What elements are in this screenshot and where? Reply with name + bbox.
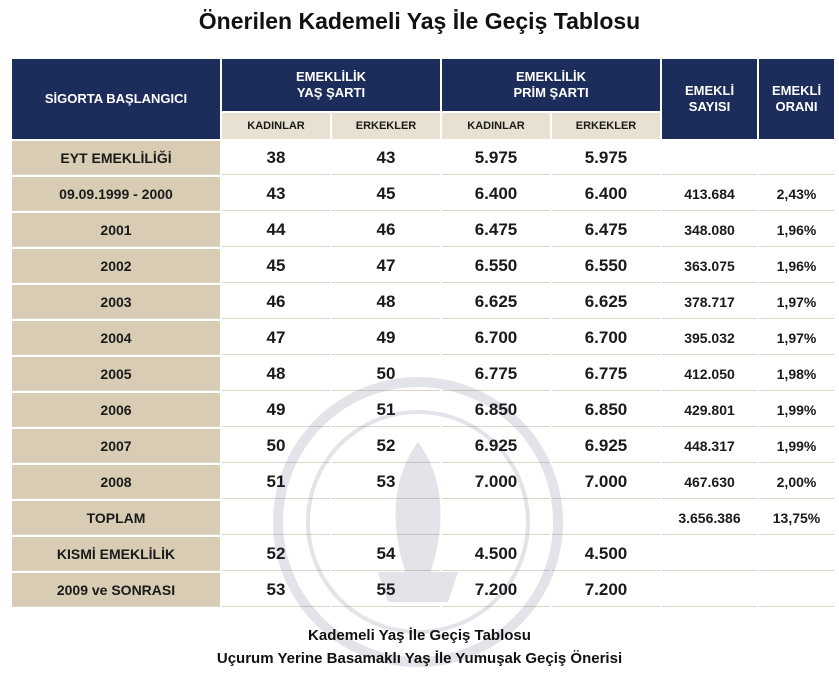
- age-men-cell: 43: [332, 141, 440, 175]
- age-women-cell: [222, 501, 330, 535]
- prim-women-cell: 6.775: [442, 357, 550, 391]
- prim-women-cell: 6.625: [442, 285, 550, 319]
- ratio-cell: [759, 141, 834, 175]
- ratio-cell: 13,75%: [759, 501, 834, 535]
- age-men-cell: 53: [332, 465, 440, 499]
- age-men-cell: 45: [332, 177, 440, 211]
- age-women-cell: 50: [222, 429, 330, 463]
- prim-men-cell: 6.775: [552, 357, 660, 391]
- header-prim-women: KADINLAR: [442, 113, 550, 139]
- age-women-cell: 38: [222, 141, 330, 175]
- table-row: [12, 537, 834, 571]
- count-cell: [662, 573, 757, 607]
- row-label: TOPLAM: [12, 501, 220, 535]
- count-cell: [662, 141, 757, 175]
- ratio-cell: [759, 573, 834, 607]
- age-women-cell: 44: [222, 213, 330, 247]
- row-label: 2005: [12, 357, 220, 391]
- prim-women-cell: 4.500: [442, 537, 550, 571]
- count-cell: 378.717: [662, 285, 757, 319]
- table-row: [12, 141, 834, 175]
- table-row: [12, 429, 834, 463]
- table-row: [12, 321, 834, 355]
- prim-women-cell: 7.000: [442, 465, 550, 499]
- table-row: [12, 573, 834, 607]
- table-row: [12, 249, 834, 283]
- transition-table: [10, 57, 836, 609]
- row-label: 2004: [12, 321, 220, 355]
- age-women-cell: 47: [222, 321, 330, 355]
- age-men-cell: 47: [332, 249, 440, 283]
- header-start: SİGORTA BAŞLANGICI: [12, 59, 220, 139]
- header-prim-group: EMEKLİLİK PRİM ŞARTI: [442, 59, 660, 111]
- header-ratio: EMEKLİ ORANI: [759, 59, 834, 139]
- prim-men-cell: 6.625: [552, 285, 660, 319]
- age-men-cell: 52: [332, 429, 440, 463]
- row-label: 09.09.1999 - 2000: [12, 177, 220, 211]
- ratio-cell: 1,97%: [759, 285, 834, 319]
- page-title: Önerilen Kademeli Yaş İle Geçiş Tablosu: [198, 8, 641, 34]
- ratio-cell: 1,99%: [759, 393, 834, 427]
- prim-women-cell: 6.850: [442, 393, 550, 427]
- age-women-cell: 45: [222, 249, 330, 283]
- age-men-cell: 54: [332, 537, 440, 571]
- header-age-women: KADINLAR: [222, 113, 330, 139]
- count-cell: 467.630: [662, 465, 757, 499]
- ratio-cell: 1,98%: [759, 357, 834, 391]
- prim-women-cell: 6.925: [442, 429, 550, 463]
- age-women-cell: 46: [222, 285, 330, 319]
- count-cell: 363.075: [662, 249, 757, 283]
- header-prim-men: ERKEKLER: [552, 113, 660, 139]
- row-label: 2007: [12, 429, 220, 463]
- age-women-cell: 48: [222, 357, 330, 391]
- header-age-men: ERKEKLER: [332, 113, 440, 139]
- ratio-cell: 1,96%: [759, 213, 834, 247]
- ratio-cell: 2,43%: [759, 177, 834, 211]
- row-label: 2006: [12, 393, 220, 427]
- table-row: [12, 177, 834, 211]
- prim-men-cell: 6.700: [552, 321, 660, 355]
- count-cell: 3.656.386: [662, 501, 757, 535]
- prim-men-cell: 7.200: [552, 573, 660, 607]
- age-women-cell: 43: [222, 177, 330, 211]
- count-cell: 412.050: [662, 357, 757, 391]
- prim-men-cell: 6.400: [552, 177, 660, 211]
- row-label: 2009 ve SONRASI: [12, 573, 220, 607]
- ratio-cell: [759, 537, 834, 571]
- prim-men-cell: 6.475: [552, 213, 660, 247]
- table-body: [12, 141, 834, 607]
- transition-table-wrap: [10, 57, 836, 609]
- prim-women-cell: 6.475: [442, 213, 550, 247]
- prim-women-cell: 6.400: [442, 177, 550, 211]
- row-label: KISMİ EMEKLİLİK: [12, 537, 220, 571]
- age-men-cell: 55: [332, 573, 440, 607]
- age-women-cell: 53: [222, 573, 330, 607]
- age-men-cell: 51: [332, 393, 440, 427]
- prim-men-cell: 7.000: [552, 465, 660, 499]
- count-cell: 429.801: [662, 393, 757, 427]
- prim-women-cell: 6.550: [442, 249, 550, 283]
- prim-women-cell: 6.700: [442, 321, 550, 355]
- row-label: 2008: [12, 465, 220, 499]
- ratio-cell: 1,96%: [759, 249, 834, 283]
- prim-men-cell: 6.550: [552, 249, 660, 283]
- table-row: [12, 501, 834, 535]
- table-row: [12, 213, 834, 247]
- table-row: [12, 285, 834, 319]
- footer-title: Kademeli Yaş İle Geçiş Tablosu: [308, 627, 531, 644]
- table-row: [12, 357, 834, 391]
- age-men-cell: 50: [332, 357, 440, 391]
- age-women-cell: 52: [222, 537, 330, 571]
- age-women-cell: 51: [222, 465, 330, 499]
- prim-men-cell: [552, 501, 660, 535]
- ratio-cell: 2,00%: [759, 465, 834, 499]
- prim-men-cell: 6.925: [552, 429, 660, 463]
- prim-men-cell: 4.500: [552, 537, 660, 571]
- prim-men-cell: 5.975: [552, 141, 660, 175]
- row-label: EYT EMEKLİLİĞİ: [12, 141, 220, 175]
- count-cell: 413.684: [662, 177, 757, 211]
- count-cell: 348.080: [662, 213, 757, 247]
- row-label: 2003: [12, 285, 220, 319]
- header-age-group: EMEKLİLİK YAŞ ŞARTI: [222, 59, 440, 111]
- count-cell: 448.317: [662, 429, 757, 463]
- count-cell: [662, 537, 757, 571]
- row-label: 2001: [12, 213, 220, 247]
- row-label: 2002: [12, 249, 220, 283]
- count-cell: 395.032: [662, 321, 757, 355]
- ratio-cell: 1,97%: [759, 321, 834, 355]
- table-row: [12, 465, 834, 499]
- prim-women-cell: 7.200: [442, 573, 550, 607]
- age-men-cell: 46: [332, 213, 440, 247]
- footer-subtitle: Uçurum Yerine Basamaklı Yaş İle Yumuşak Geçiş Önerisi: [216, 650, 623, 667]
- prim-men-cell: 6.850: [552, 393, 660, 427]
- age-men-cell: 48: [332, 285, 440, 319]
- age-women-cell: 49: [222, 393, 330, 427]
- age-men-cell: 49: [332, 321, 440, 355]
- table-row: [12, 393, 834, 427]
- ratio-cell: 1,99%: [759, 429, 834, 463]
- header-count: EMEKLİ SAYISI: [662, 59, 757, 139]
- age-men-cell: [332, 501, 440, 535]
- prim-women-cell: [442, 501, 550, 535]
- prim-women-cell: 5.975: [442, 141, 550, 175]
